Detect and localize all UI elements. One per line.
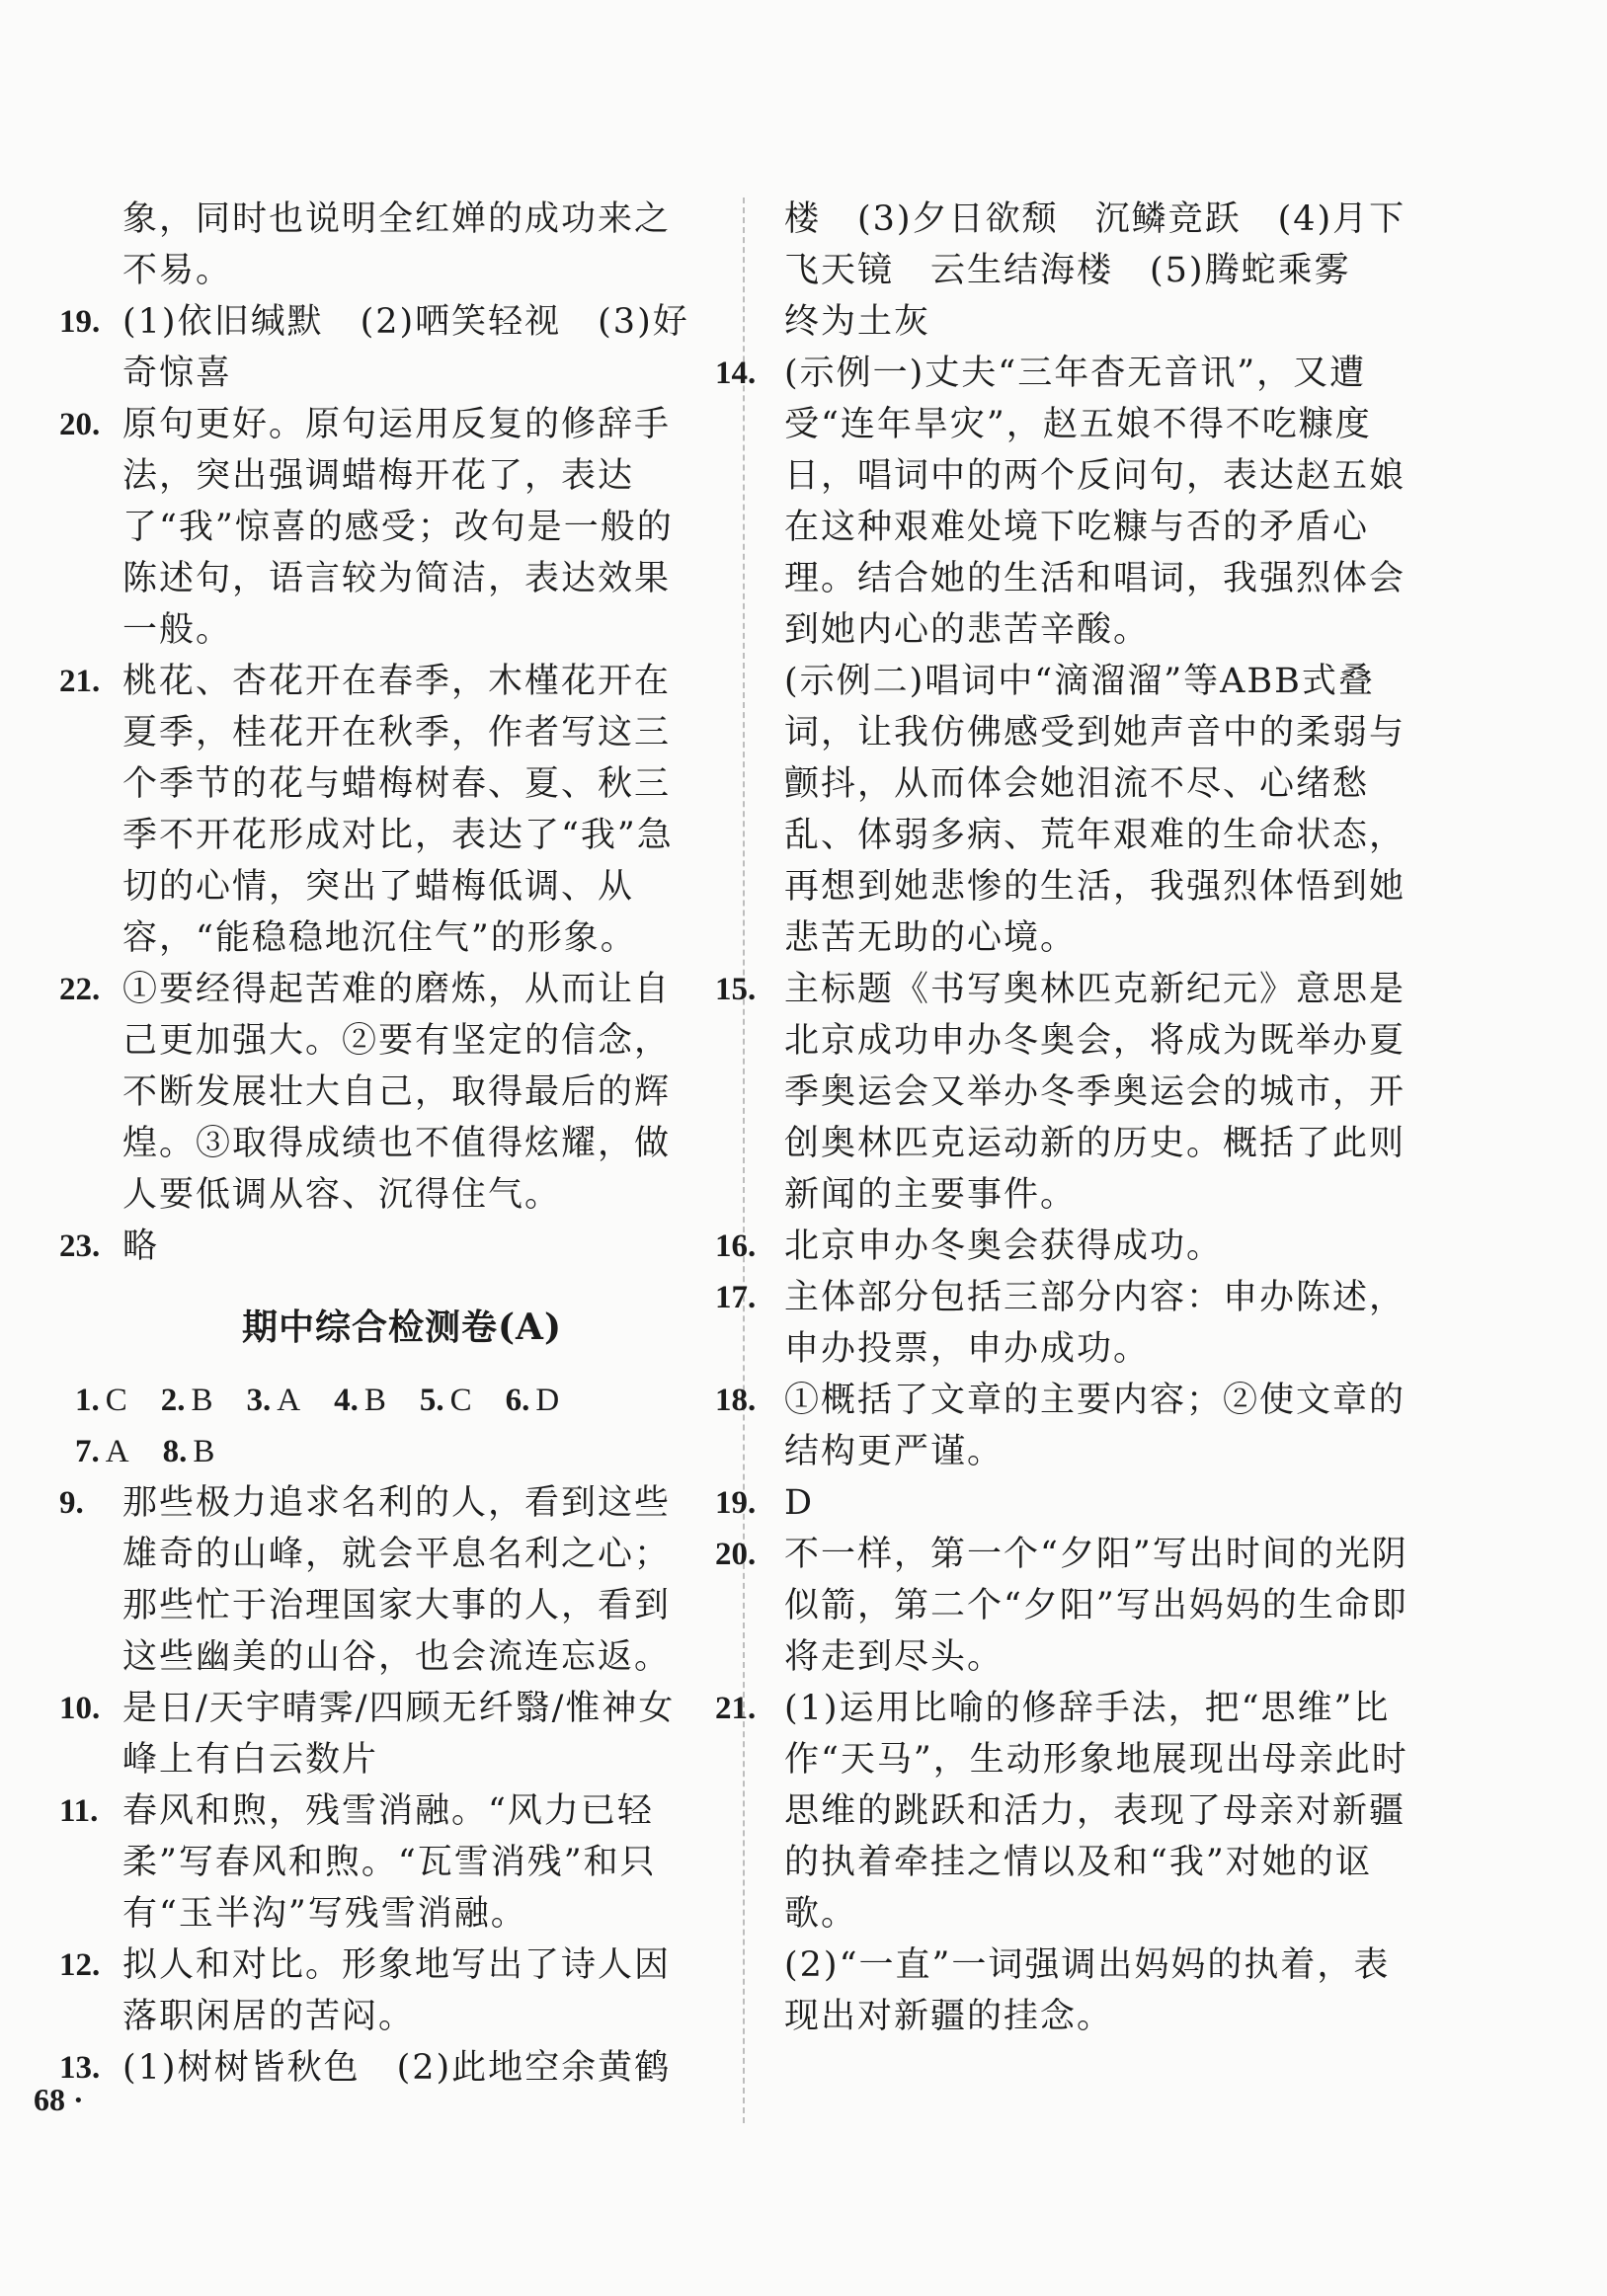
question-number: 21. [715, 1691, 757, 1726]
question-number: 6. [505, 1383, 530, 1418]
answer-item [107, 194, 697, 296]
answer-text: 略 [122, 1227, 160, 1266]
answer-text: (2)“一直”一词强调出妈妈的执着，表现出对新疆的挂念。 [784, 1945, 1391, 2036]
answer-item [59, 2042, 697, 2094]
answer-letter: A [105, 1434, 129, 1469]
answer-text: 拟人和对比。形象地写出了诗人因落职闲居的苦闷。 [122, 1945, 672, 2036]
answer-letter: B [191, 1383, 213, 1418]
answer-item [715, 1272, 1410, 1375]
question-number: 16. [715, 1228, 757, 1264]
right-answers [715, 194, 1410, 2042]
answer-text: (1)运用比喻的修辞手法，把“思维”比作“天马”，生动形象地展现出母亲此时思维的跳跃和活力，表现了母亲对新疆的执着牵挂之情以及和“我”对她的讴歌。 [784, 1689, 1408, 1934]
answer-letter: C [449, 1383, 472, 1418]
answer-item [59, 1221, 697, 1272]
answer-letter: D [535, 1383, 560, 1418]
answer-text: 主标题《书写奥林匹克新纪元》意思是北京成功申办冬奥会，将成为既举办夏季奥运会又举办冬季奥运会的城市，开创奥林匹克运动新的历史。概括了此则新闻的主要事件。 [784, 970, 1406, 1215]
mc-row [75, 1375, 697, 1426]
mc-row [75, 1426, 697, 1477]
mc-answer [247, 1375, 301, 1426]
answer-item [715, 1683, 1410, 2042]
question-number: 18. [715, 1383, 757, 1418]
question-number: 20. [59, 407, 101, 442]
answer-item [59, 1785, 697, 1940]
answer-item [715, 964, 1410, 1221]
question-number: 14. [715, 356, 757, 391]
mc-answer [163, 1426, 215, 1477]
question-number: 1. [75, 1383, 100, 1418]
answer-text: 不一样，第一个“夕阳”写出时间的光阴似箭，第二个“夕阳”写出妈妈的生命即将走到尽头。 [784, 1535, 1408, 1677]
question-number: 8. [162, 1434, 188, 1469]
question-number: 15. [715, 972, 757, 1007]
answer-text: (示例二)唱词中“滴溜溜”等ABB式叠词，让我仿佛感受到她声音中的柔弱与颤抖，从而体会她泪流不尽、心绪愁乱、体弱多病、荒年艰难的生命状态，再想到她悲惨的生活，我强烈体悟到她悲苦无助的心境。 [784, 662, 1406, 958]
answer-text: (1)树树皆秋色 (2)此地空余黄鹤 [122, 2048, 672, 2088]
answer-text: 象，同时也说明全红婵的成功来之不易。 [122, 199, 672, 290]
answer-letter: B [193, 1434, 215, 1469]
answer-text: ①要经得起苦难的磨炼，从而让自己更加强大。②要有坚定的信念，不断发展壮大自己，取得最后的辉煌。③取得成绩也不值得炫耀，做人要低调从容、沉得住气。 [122, 970, 672, 1215]
answer-item [59, 399, 697, 656]
answer-text: 那些极力追求名利的人，看到这些雄奇的山峰，就会平息名利之心；那些忙于治理国家大事的人，看到这些幽美的山谷，也会流连忘返。 [122, 1483, 672, 1677]
mc-answer [420, 1375, 472, 1426]
question-number: 10. [59, 1691, 101, 1726]
question-number: 2. [160, 1383, 186, 1418]
question-number: 7. [75, 1434, 100, 1469]
mc-answer [506, 1375, 560, 1426]
question-number: 20. [715, 1537, 757, 1572]
answer-item [715, 1375, 1410, 1477]
question-number: 9. [59, 1485, 84, 1521]
answer-text: D [784, 1483, 815, 1523]
question-number: 4. [334, 1383, 359, 1418]
question-number: 21. [59, 664, 101, 699]
answer-item [715, 1221, 1410, 1272]
mc-answer [334, 1375, 386, 1426]
answer-letter: A [277, 1383, 301, 1418]
left-answers-before [59, 194, 697, 1272]
answer-item [715, 348, 1410, 964]
answer-text: 是日/天宇晴霁/四顾无纤翳/惟神女峰上有白云数片 [122, 1689, 676, 1780]
question-number: 13. [59, 2050, 101, 2086]
question-number: 17. [715, 1280, 757, 1315]
answer-item [59, 656, 697, 964]
left-column [59, 194, 697, 2094]
question-number: 23. [59, 1228, 101, 1264]
question-number: 5. [419, 1383, 444, 1418]
answer-item [59, 1940, 697, 2042]
answer-item [59, 1683, 697, 1785]
answer-item [59, 296, 697, 399]
question-number: 22. [59, 972, 101, 1007]
question-number: 19. [715, 1485, 757, 1521]
mc-answer [75, 1426, 129, 1477]
question-number: 11. [59, 1793, 99, 1829]
question-number: 19. [59, 304, 101, 340]
column-divider [743, 198, 745, 2123]
answer-letter: C [105, 1383, 127, 1418]
answer-item [715, 1529, 1410, 1683]
section-title: 期中综合检测卷(A) [242, 1306, 562, 1348]
answer-text: (1)依旧缄默 (2)哂笑轻视 (3)好奇惊喜 [122, 302, 689, 393]
answer-item [768, 194, 1410, 348]
right-column [715, 194, 1410, 2042]
answer-item [59, 1477, 697, 1683]
answer-text: 原句更好。原句运用反复的修辞手法，突出强调蜡梅开花了，表达了“我”惊喜的感受；改句是一般的陈述句，语言较为简洁，表达效果一般。 [122, 405, 674, 650]
answer-text: ①概括了文章的主要内容；②使文章的结构更严谨。 [784, 1381, 1406, 1471]
multiple-choice-answers [75, 1375, 697, 1477]
answer-text: 北京申办冬奥会获得成功。 [784, 1227, 1224, 1266]
mc-answer [161, 1375, 213, 1426]
answer-text: 春风和煦，残雪消融。“风力已轻柔”写春风和煦。“瓦雪消残”和只有“玉半沟”写残雪消融。 [122, 1791, 657, 1934]
question-number: 3. [246, 1383, 272, 1418]
answer-letter: B [363, 1383, 386, 1418]
answer-item [715, 1477, 1410, 1529]
mc-answer [75, 1375, 127, 1426]
page-number: 68 · [34, 2082, 84, 2117]
answer-text: 主体部分包括三部分内容：申办陈述，申办投票，申办成功。 [784, 1278, 1406, 1369]
question-number: 12. [59, 1947, 101, 1983]
left-answers-after [59, 1477, 697, 2094]
answer-text: 桃花、杏花开在春季，木槿花开在夏季，桂花开在秋季，作者写这三个季节的花与蜡梅树春、夏、秋三季不开花形成对比，表达了“我”急切的心情，突出了蜡梅低调、从容，“能稳稳地沉住气”的形象。 [122, 662, 674, 958]
answer-text: (示例一)丈夫“三年杳无音讯”，又遭受“连年旱灾”，赵五娘不得不吃糠度日，唱词中的两个反问句，表达赵五娘在这种艰难处境下吃糠与否的矛盾心理。结合她的生活和唱词，我强烈体会到她内心的悲苦辛酸。 [784, 354, 1406, 650]
answer-item [59, 964, 697, 1221]
answer-text: 楼 (3)夕日欲颓 沉鳞竞跃 (4)月下飞天镜 云生结海楼 (5)腾蛇乘雾 终为土灰 [784, 199, 1406, 342]
